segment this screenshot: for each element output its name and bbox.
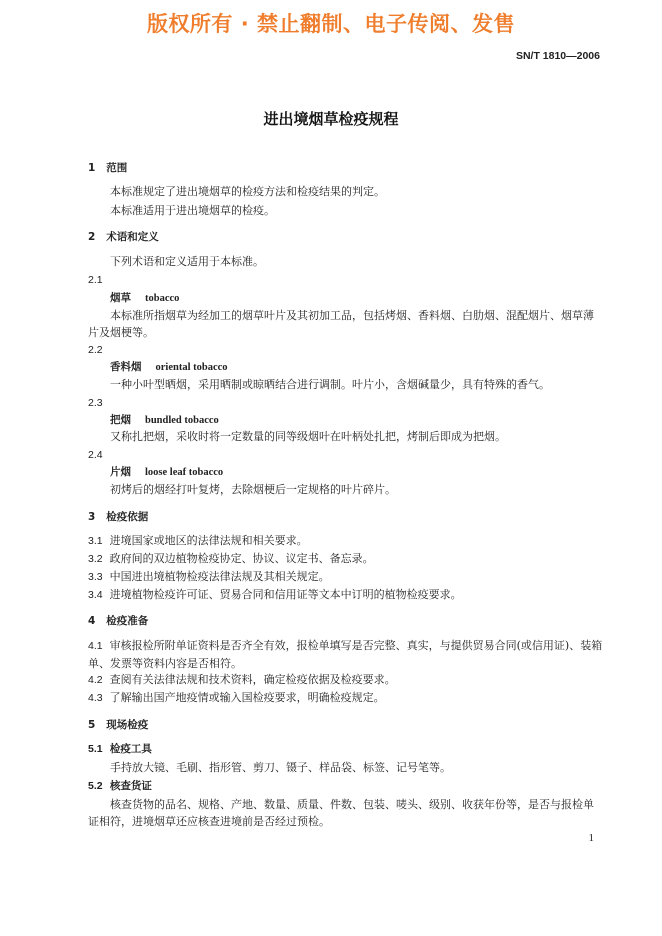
clause-number: 3.4 bbox=[88, 589, 103, 601]
term-entry bbox=[110, 290, 179, 307]
section-3-heading bbox=[88, 509, 148, 525]
subsection-heading bbox=[88, 741, 152, 757]
clause-number: 4.2 bbox=[88, 674, 103, 686]
clause-number: 3.1 bbox=[88, 535, 103, 547]
list-item bbox=[88, 637, 603, 672]
clause-text: 中国进出境植物检疫法律法规及其相关规定。 bbox=[109, 570, 330, 583]
term-entry bbox=[110, 412, 219, 429]
section-2-heading bbox=[88, 229, 159, 245]
term-definition: 一种小叶型晒烟，采用晒制或晾晒结合进行调制。叶片小，含烟碱量少，具有特殊的香气。 bbox=[110, 378, 550, 391]
term-definition: 本标准所指烟草为经加工的烟草叶片及其初加工品，包括烤烟、香料烟、白肋烟、混配烟片、烟草薄片及烟梗等。 bbox=[88, 309, 594, 339]
standard-code: SN/T 1810—2006 bbox=[515, 50, 600, 62]
term-definition: 又称扎把烟，采收时将一定数量的同等级烟叶在叶柄处扎把，烤制后即成为把烟。 bbox=[110, 430, 506, 443]
clause-number: 5.2 bbox=[88, 780, 103, 792]
subsection-title: 检疫工具 bbox=[109, 743, 152, 755]
clause-number: 3.3 bbox=[88, 571, 103, 583]
clause-number: 2.4 bbox=[88, 449, 103, 461]
term-entry bbox=[110, 464, 223, 481]
section-number: 1 bbox=[88, 162, 96, 174]
term-english: loose leaf tobacco bbox=[145, 467, 224, 478]
term-definition: 初烤后的烟经打叶复烤，去除烟梗后一定规格的叶片碎片。 bbox=[110, 483, 396, 496]
page-number: 1 bbox=[588, 832, 594, 844]
section-number: 3 bbox=[88, 511, 96, 523]
paragraph: 手持放大镜、毛刷、指形管、剪刀、镊子、样品袋、标签、记号笔等。 bbox=[110, 761, 451, 774]
paragraph: 下列术语和定义适用于本标准。 bbox=[110, 255, 264, 268]
clause-number: 2.2 bbox=[88, 344, 103, 356]
paragraph: 本标准适用于进出境烟草的检疫。 bbox=[110, 204, 275, 217]
clause-number: 4.3 bbox=[88, 692, 103, 704]
section-number: 2 bbox=[88, 231, 96, 243]
clause-text: 审核报检所附单证资料是否齐全有效，报检单填写是否完整、真实，与提供贸易合同(或信用证)、装箱单、发票等资料内容是否相符。 bbox=[88, 639, 603, 670]
list-item bbox=[88, 672, 396, 688]
term-chinese: 香料烟 bbox=[110, 361, 142, 373]
document-title: 进出境烟草检疫规程 bbox=[263, 110, 399, 128]
clause-number: 3.2 bbox=[88, 553, 103, 565]
section-title: 现场检疫 bbox=[106, 719, 149, 731]
term-english: oriental tobacco bbox=[155, 362, 228, 373]
list-item bbox=[88, 587, 462, 603]
section-title: 范围 bbox=[106, 162, 128, 174]
term-english: bundled tobacco bbox=[145, 415, 219, 426]
clause-text: 查阅有关法律法规和技术资料，确定检疫依据及检疫要求。 bbox=[109, 673, 396, 686]
section-1-heading bbox=[88, 160, 127, 176]
section-title: 检疫准备 bbox=[106, 615, 149, 627]
paragraph: 核查货物的品名、规格、产地、数量、质量、件数、包装、唛头、级别、收获年份等，是否与报检单证相符，进境烟草还应核查进境前是否经过预检。 bbox=[88, 798, 594, 828]
section-number: 5 bbox=[88, 719, 96, 731]
clause-number: 2.3 bbox=[88, 397, 103, 409]
copyright-banner: 版权所有 · 禁止翻制、电子传阅、发售 bbox=[146, 12, 516, 36]
term-chinese: 把烟 bbox=[110, 414, 131, 426]
clause-text: 政府间的双边植物检疫协定、协议、议定书、备忘录。 bbox=[109, 552, 374, 565]
subsection-title: 核查货证 bbox=[109, 780, 152, 792]
term-english: tobacco bbox=[145, 293, 180, 304]
section-number: 4 bbox=[88, 615, 96, 627]
clause-number: 5.1 bbox=[88, 743, 103, 755]
subsection-heading bbox=[88, 778, 152, 794]
section-5-heading bbox=[88, 717, 148, 733]
clause-text: 进境国家或地区的法律法规和相关要求。 bbox=[109, 534, 308, 547]
clause-number: 2.1 bbox=[88, 274, 103, 286]
list-item bbox=[88, 533, 308, 549]
list-item bbox=[88, 569, 330, 585]
paragraph: 本标准规定了进出境烟草的检疫方法和检疫结果的判定。 bbox=[110, 185, 385, 198]
list-item bbox=[88, 551, 374, 567]
section-title: 术语和定义 bbox=[106, 231, 159, 243]
section-title: 检疫依据 bbox=[106, 511, 149, 523]
term-entry bbox=[110, 359, 228, 376]
section-4-heading bbox=[88, 613, 148, 629]
term-chinese: 烟草 bbox=[110, 292, 131, 304]
term-chinese: 片烟 bbox=[110, 466, 131, 478]
clause-number: 4.1 bbox=[88, 640, 103, 652]
clause-text: 了解输出国产地疫情或输入国检疫要求，明确检疫规定。 bbox=[109, 691, 385, 704]
clause-text: 进境植物检疫许可证、贸易合同和信用证等文本中订明的植物检疫要求。 bbox=[109, 588, 462, 601]
list-item bbox=[88, 690, 385, 706]
